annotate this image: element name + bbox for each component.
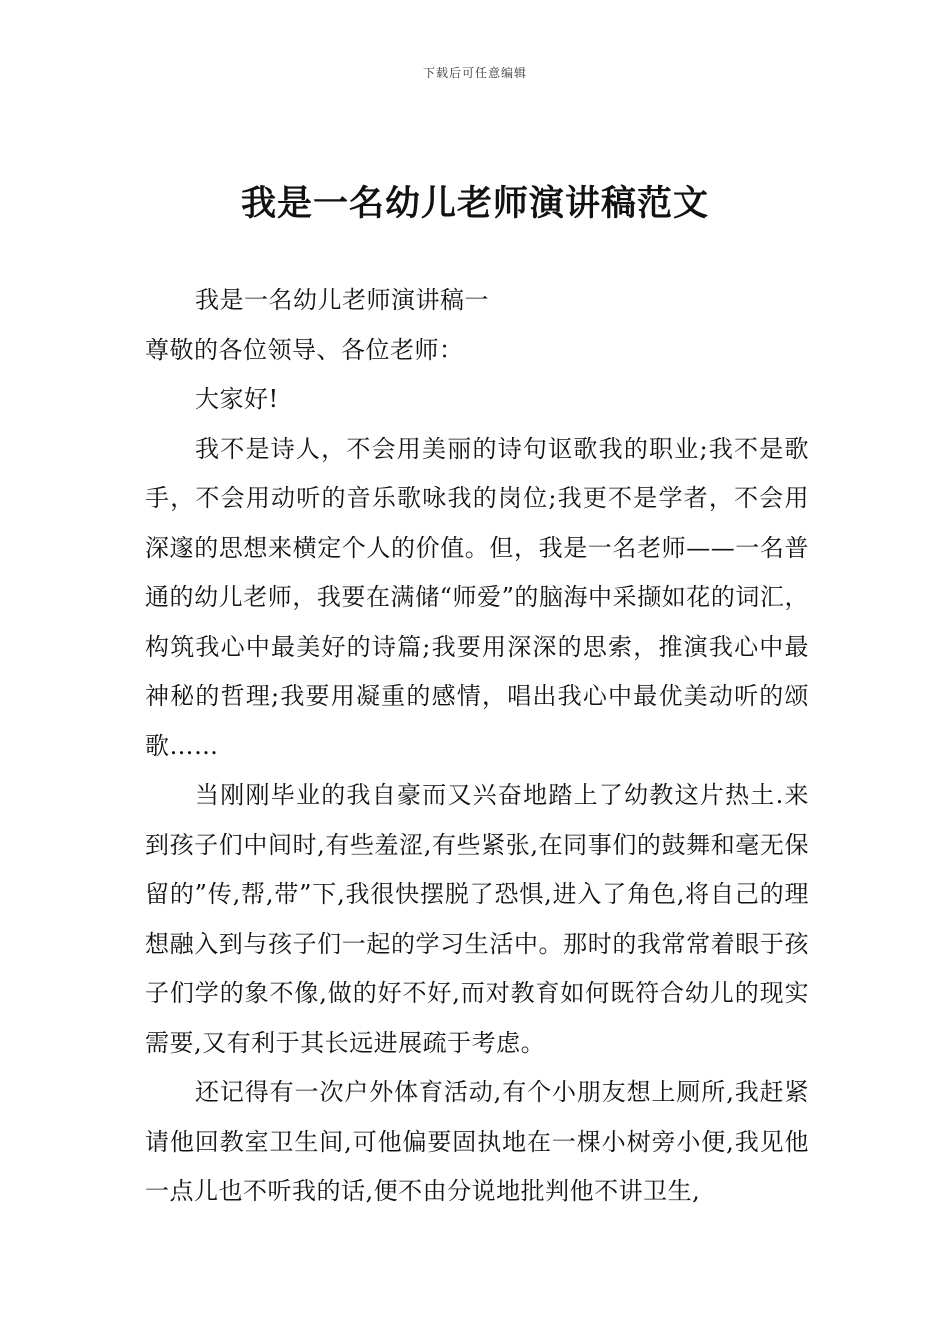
paragraph-2: 当刚刚毕业的我自豪而又兴奋地踏上了幼教这片热土.来到孩子们中间时,有些羞涩,有些紧张,在同事们的鼓舞和毫无保留的”传,帮,带”下,我很快摆脱了恐惧,进入了角色,将自己的理想融入到与孩子们一起的学习生活中。那时的我常常着眼于孩子们学的象不像,做的好不好,而对教育如何既符合幼儿的现实需要,又有利于其长远进展疏于考虑。 bbox=[145, 781, 809, 1057]
document-title: 我是一名幼儿老师演讲稿范文 bbox=[240, 184, 709, 224]
salutation: 尊敬的各位领导、各位老师： bbox=[145, 335, 464, 364]
paragraph-1: 我不是诗人，不会用美丽的诗句讴歌我的职业;我不是歌手，不会用动听的音乐歌咏我的岗位;我更不是学者，不会用深邃的思想来横定个人的价值。但，我是一名老师——一名普通的幼儿老师，我要在满储“师爱”的脑海中采撷如花的词汇，构筑我心中最美好的诗篇;我要用深深的思索，推演我心中最神秘的哲理;我要用凝重的感情，唱出我心中最优美动听的颂歌…… bbox=[145, 434, 809, 760]
header-note: 下载后可任意编辑 bbox=[422, 66, 527, 80]
document-body bbox=[145, 276, 809, 1217]
greeting: 大家好! bbox=[195, 385, 279, 413]
document-subtitle: 我是一名幼儿老师演讲稿一 bbox=[195, 286, 489, 314]
paragraph-3: 还记得有一次户外体育活动,有个小朋友想上厕所,我赶紧请他回教室卫生间,可他偏要固执地在一棵小树旁小便,我见他一点儿也不听我的话,便不由分说地批判他不讲卫生, bbox=[145, 1078, 809, 1205]
